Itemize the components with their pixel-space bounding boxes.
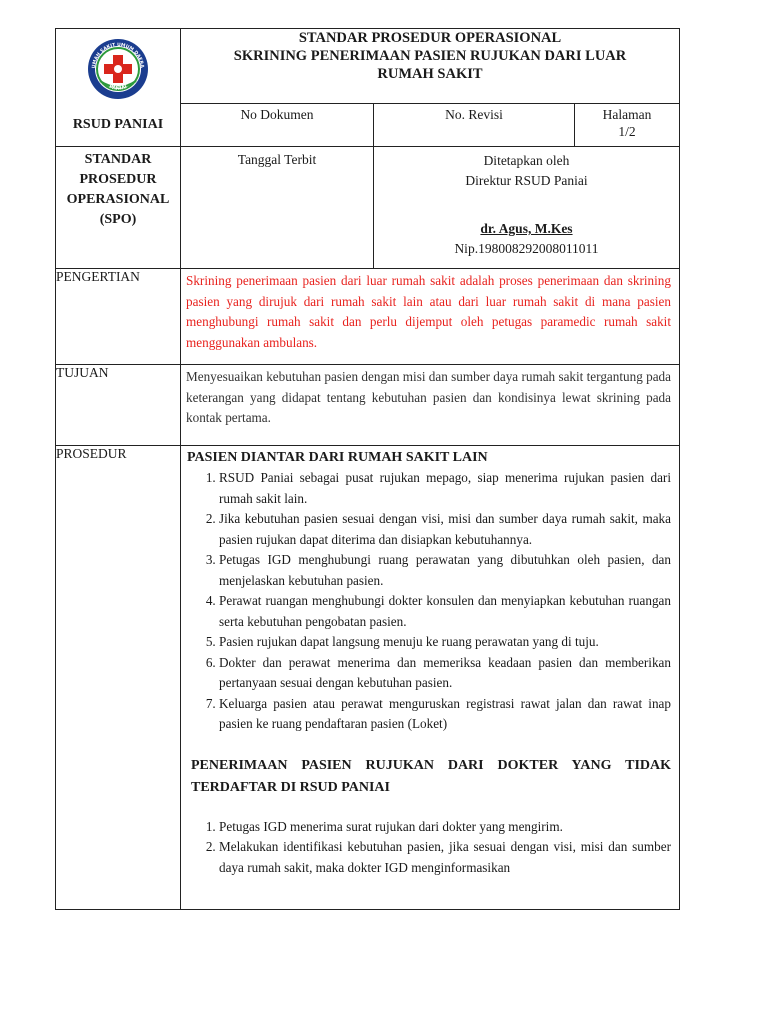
spo-line-2: PROSEDUR (79, 172, 157, 187)
prosedur-part2-list (185, 817, 671, 879)
title-line-2: SKRINING PENERIMAAN PASIEN RUJUKAN DARI LUAR (233, 48, 627, 64)
hospital-logo-icon (86, 37, 150, 101)
pengertian-text: Skrining penerimaan pasien dari luar rumah sakit adalah proses penerimaan dan skrining pasien yang dirujuk dari rumah sakit lain atau dari luar rumah sakit di mana pasien menghubungi rumah sakit dan perlu dijemput oleh petugas paramedic rumah sakit menggunakan ambulans. (186, 273, 671, 350)
doc-number-label: No Dokumen (240, 107, 314, 122)
doc-number-cell (181, 104, 374, 147)
director-name: dr. Agus, M.Kes (480, 221, 573, 236)
spo-line-1: STANDAR (84, 152, 152, 167)
revision-cell (374, 104, 575, 147)
title-line-3: RUMAH SAKIT (377, 66, 483, 82)
spo-line-4: (SPO) (99, 212, 137, 227)
director-nip: Nip.198008292008011011 (454, 241, 599, 256)
logo-cell (56, 29, 181, 147)
spo-label-cell (56, 147, 181, 269)
tujuan-text: Menyesuaikan kebutuhan pasien dengan misi dan sumber daya rumah sakit tergantung pada keterangan yang didapat tentang kebutuhan pasien dan kondisinya lewat skrining pada kontak pertama. (186, 369, 671, 425)
prosedur-label-cell (56, 446, 181, 910)
sop-table (55, 28, 680, 910)
page-cell (575, 104, 680, 147)
page-value: 1/2 (618, 124, 636, 139)
list-item: 3. Petugas IGD menghubungi ruang perawatan yang dibutuhkan oleh pasien, dan menjelaskan kebutuhan pasien. (219, 550, 671, 591)
issue-date-label: Tanggal Terbit (237, 152, 317, 167)
issue-date-cell (181, 147, 374, 269)
pengertian-label-cell (56, 269, 181, 365)
tujuan-label-cell (56, 365, 181, 446)
list-item: 2. Melakukan identifikasi kebutuhan pasien, jika sesuai dengan visi, misi dan sumber daya rumah sakit, maka dokter IGD menginformasikan (219, 837, 671, 878)
sop-document (55, 28, 679, 914)
approval-line-1: Ditetapkan oleh (483, 153, 570, 168)
revision-label: No. Revisi (445, 107, 503, 122)
hospital-name: RSUD PANIAI (72, 117, 164, 132)
prosedur-part2-title: PENERIMAAN PASIEN RUJUKAN DARI DOKTER YANG TIDAK TERDAFTAR DI RSUD PANIAI (191, 757, 671, 795)
prosedur-part1-title: PASIEN DIANTAR DARI RUMAH SAKIT LAIN (187, 450, 488, 465)
logo-ring-text-bottom: PANIAI (108, 83, 128, 92)
approval-line-2: Direktur RSUD Paniai (465, 173, 588, 188)
prosedur-label: PROSEDUR (56, 446, 127, 461)
list-item: 6. Dokter dan perawat menerima dan memeriksa keadaan pasien dan memberikan pertanyaan sesuai dengan kebutuhan pasien. (219, 653, 671, 694)
list-item: 7. Keluarga pasien atau perawat menguruskan registrasi rawat jalan dan rawat inap pasien ke ruang pendaftaran pasien (Loket) (219, 694, 671, 735)
spo-line-3: OPERASIONAL (66, 192, 170, 207)
prosedur-part1-list (185, 468, 671, 735)
logo-ring-text-top: UMAH SAKIT UMUM DAERA (91, 42, 145, 69)
list-item: 5. Pasien rujukan dapat langsung menuju ke ruang perawatan yang di tuju. (219, 632, 671, 653)
tujuan-label: TUJUAN (56, 365, 109, 380)
page-label: Halaman (602, 107, 652, 122)
title-line-1: STANDAR PROSEDUR OPERASIONAL (298, 30, 562, 46)
list-item: 1. Petugas IGD menerima surat rujukan dari dokter yang mengirim. (219, 817, 671, 838)
approval-cell (374, 147, 680, 269)
pengertian-label: PENGERTIAN (56, 269, 140, 284)
pengertian-content-cell (181, 269, 680, 365)
list-item: 4. Perawat ruangan menghubungi dokter konsulen dan menyiapkan kebutuhan ruangan serta kebutuhan pengobatan pasien. (219, 591, 671, 632)
tujuan-content-cell (181, 365, 680, 446)
list-item: 2. Jika kebutuhan pasien sesuai dengan visi, misi dan sumber daya rumah sakit, maka pasien rujukan dapat diterima dan disiapkan kebutuhannya. (219, 509, 671, 550)
list-item: 1. RSUD Paniai sebagai pusat rujukan mepago, siap menerima rujukan pasien dari rumah sakit lain. (219, 468, 671, 509)
prosedur-content-cell (181, 446, 680, 910)
document-title (181, 29, 680, 104)
